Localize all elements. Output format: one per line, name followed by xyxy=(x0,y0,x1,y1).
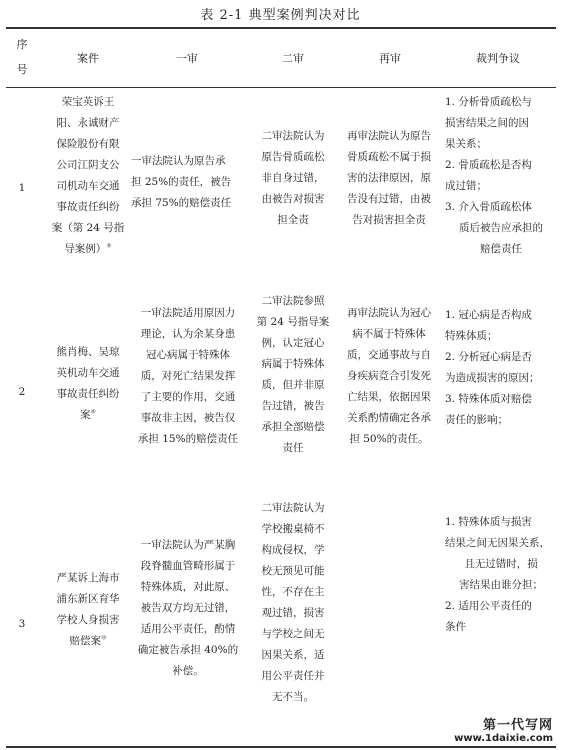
row-1-first: 一审法院认为原告承 担 25%的责任，被告 承担 75%的赔偿责任 xyxy=(131,155,232,209)
table-bottom-rule xyxy=(6,746,556,748)
row-1-seq: 1 xyxy=(18,182,26,194)
row-2-first: 一审法院适用原因力 理论，认为余某身患 冠心病属于特殊体 质，对死亡结果发挥 了主要的作用，交通 事故非主因，被告仅 承担 15%的赔偿责任 xyxy=(137,307,239,445)
header-case: 案件 xyxy=(77,52,99,65)
row-2-dispute: 1. 冠心病是否构成 特殊体质； 2. 分析冠心病是否 为造成损害的原因； 3. 特殊体质对赔偿 责任的影响； xyxy=(445,309,540,426)
row-1-case: 荣宝英诉王 阳、永诚财产 保险股份有限 公司江阴支公 司机动车交通 事故责任纠纷 案（第 24 号指 导案例）⑧ xyxy=(51,96,125,255)
footnote-mark: ⑩ xyxy=(101,634,107,642)
header-dispute: 裁判争议 xyxy=(476,52,520,65)
row-2-retrial: 再审法院认为冠心 病不属于特殊体 质，交通事故与自 身疾病竞合引发死 亡结果，依据因果 关系酌情确定各承 担 50%的责任。 xyxy=(347,307,431,445)
header-second: 二审 xyxy=(282,52,304,65)
row-3-case: 严某诉上海市 浦东新区育华 学校人身损害 赔偿案⑩ xyxy=(56,572,120,647)
row-1-dispute: 1. 分析骨质疏松与 损害结果之间的因 果关系； 2. 骨质疏松是否构 成过错； 3. 介入骨质疏松体 质后被告应承担的 赔偿责任 xyxy=(445,96,543,255)
row-3-dispute: 1. 特殊体质与损害 结果之间无因果关系， 且无过错时，损 害结果由谁分担； 2. 适用公平责任的 条件 xyxy=(445,516,550,633)
row-2-case: 熊肖梅、吴琼 英机动车交通 事故责任纠纷 案⑨ xyxy=(56,346,120,421)
row-3-seq: 3 xyxy=(18,618,26,630)
watermark-logo: 第一代写网 www.1daixie.com xyxy=(454,718,553,744)
table-top-rule xyxy=(6,27,556,29)
row-1-second: 二审法院认为 原告骨质疏松 非自身过错， 由被告对损害 担全责 xyxy=(261,130,325,226)
table-caption: 表 2-1 典型案例判决对比 xyxy=(200,8,361,23)
footnote-mark: ⑧ xyxy=(106,242,112,250)
row-2-seq: 2 xyxy=(18,386,26,398)
row-1-retrial: 再审法院认为原告 骨质疏松不属于损 害的法律原因，原 告没有过错，由被 告对损害担全责 xyxy=(347,130,431,226)
row-2-second: 二审法院参照 第 24 号指导案 例，认定冠心 病属于特殊体 质，但并非原 告过错，被告 承担全部赔偿 责任 xyxy=(256,295,330,454)
header-retrial: 再审 xyxy=(379,52,401,65)
header-seq: 序 号 xyxy=(16,38,28,76)
header-first: 一审 xyxy=(176,52,198,65)
row-3-first: 一审法院认为严某胸 段脊髓血管畸形属于 特殊体质，对此原、 被告双方均无过错， 适用公平责任，酌情 确定被告承担 40%的 补偿。 xyxy=(137,539,239,677)
footnote-mark: ⑨ xyxy=(90,408,96,416)
table-header-rule xyxy=(6,87,556,88)
row-3-second: 二审法院认为 学校搬桌椅不 构成侵权，学 校无预见可能 性，不存在主 观过错，损害 与学校之间无 因果关系，适 用公平责任并 无不当。 xyxy=(261,502,325,703)
